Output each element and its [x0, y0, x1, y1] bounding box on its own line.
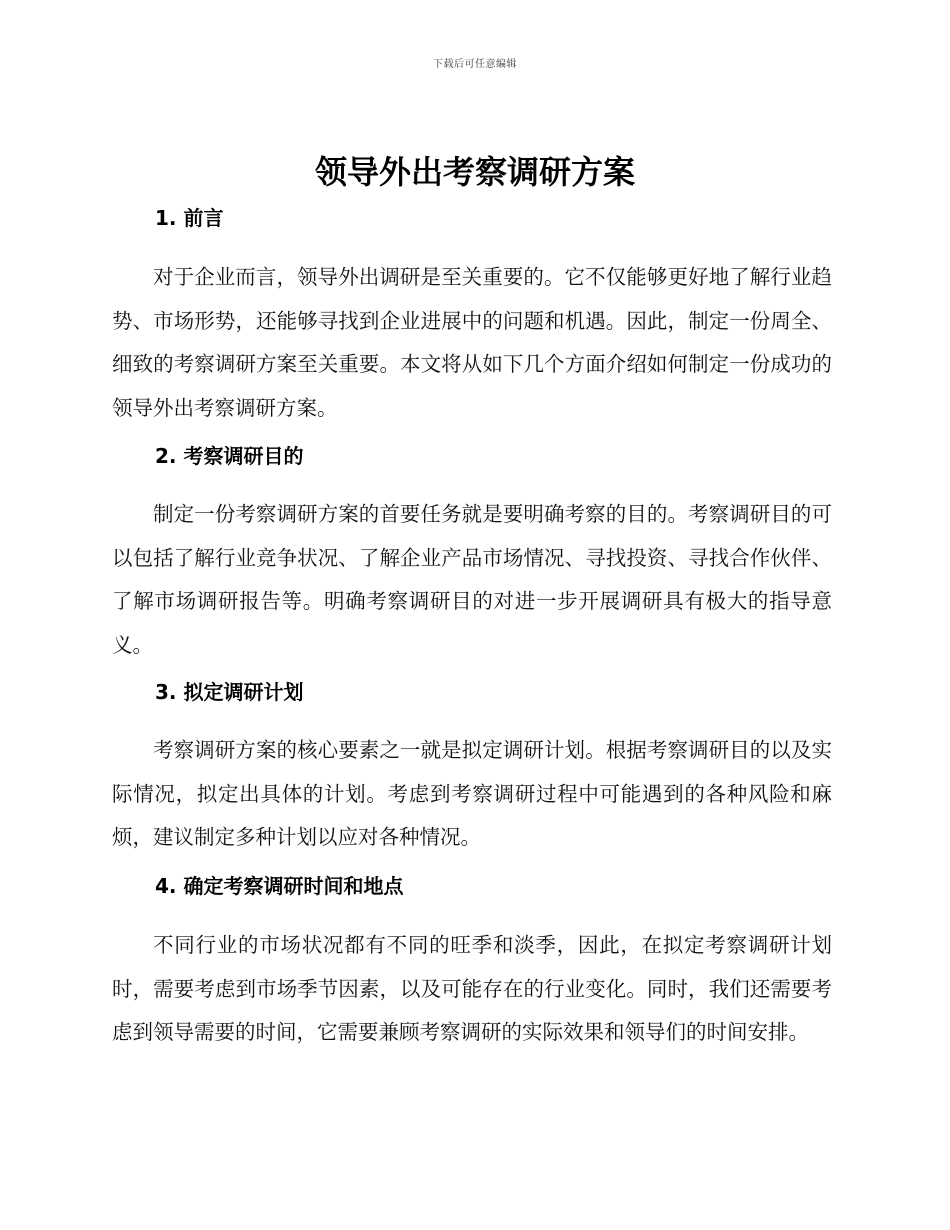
- section-heading-plan: 3. 拟定调研计划: [155, 680, 304, 704]
- section-heading-purpose: 2. 考察调研目的: [155, 444, 304, 468]
- document-title: 领导外出考察调研方案: [314, 153, 635, 191]
- section-body-plan: 考察调研方案的核心要素之一就是拟定调研计划。根据考察调研目的以及实际情况，拟定出具体的计划。考虑到考察调研过程中可能遇到的各种风险和麻烦，建议制定多种计划以应对各种情况。: [112, 738, 832, 849]
- section-body-preface: 对于企业而言，领导外出调研是至关重要的。它不仅能够更好地了解行业趋势、市场形势，还能够寻找到企业进展中的问题和机遇。因此，制定一份周全、细致的考察调研方案至关重要。本文将从如下几个方面介绍如何制定一份成功的领导外出考察调研方案。: [112, 265, 832, 420]
- section-heading-preface: 1. 前言: [155, 206, 224, 230]
- section-body-purpose: 制定一份考察调研方案的首要任务就是要明确考察的目的。考察调研目的可以包括了解行业竞争状况、了解企业产品市场情况、寻找投资、寻找合作伙伴、了解市场调研报告等。明确考察调研目的对进一步开展调研具有极大的指导意义。: [112, 502, 832, 657]
- section-heading-time-place: 4. 确定考察调研时间和地点: [155, 874, 404, 898]
- section-body-time-place: 不同行业的市场状况都有不同的旺季和淡季，因此，在拟定考察调研计划时，需要考虑到市场季节因素，以及可能存在的行业变化。同时，我们还需要考虑到领导需要的时间，它需要兼顾考察调研的实际效果和领导们的时间安排。: [112, 933, 832, 1044]
- header-note: 下载后可任意编辑: [433, 59, 517, 70]
